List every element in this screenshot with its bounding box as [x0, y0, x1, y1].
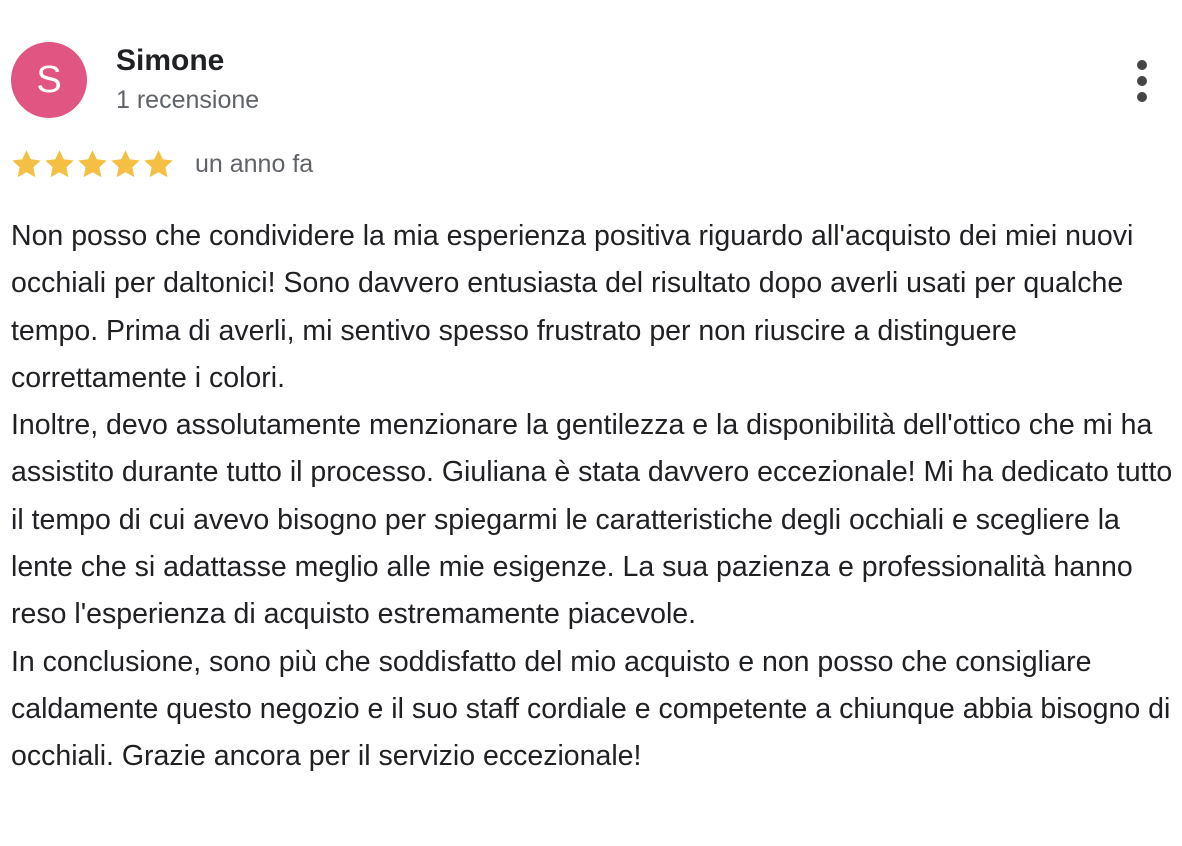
author-name[interactable]: Simone [116, 44, 225, 77]
more-vert-icon-dot [1137, 76, 1147, 86]
author-review-count: 1 recensione [116, 86, 260, 114]
star-icon [142, 148, 175, 181]
star-icon [76, 148, 109, 181]
rating-row [10, 146, 313, 182]
more-vert-icon-dot [1137, 92, 1147, 102]
avatar[interactable]: S [11, 42, 87, 118]
star-icon [109, 148, 142, 181]
review-time: un anno fa [195, 149, 314, 178]
star-icon [10, 148, 43, 181]
star-rating [10, 148, 175, 181]
star-icon [43, 148, 76, 181]
more-options-button[interactable] [1122, 56, 1162, 106]
more-vert-icon [1137, 60, 1147, 70]
review-text: Non posso che condividere la mia esperienza positiva riguardo all'acquisto dei miei nuovi occhiali per daltonici! Sono davvero entusiasta del risultato dopo averli usati per qualche tempo. Prima di averli, mi sentivo spesso frustrato per non riuscire a distinguere correttamente i colori. Inoltre, devo assolutamente menzionare la gentilezza e la disponibilità dell'ottico che mi ha assistito durante tutto il processo. Giuliana è stata davvero eccezionale! Mi ha dedicato tutto il tempo di cui avevo bisogno per spiegarmi le caratteristiche degli occhiali e scegliere la lente che si adattasse meglio alle mie esigenze. La sua pazienza e professionalità hanno reso l'esperienza di acquisto estremamente piacevole. In conclusione, sono più che soddisfatto del mio acquisto e non posso che consigliare caldamente questo negozio e il suo staff cordiale e competente a chiunque abbia bisogno di occhiali. Grazie ancora per il servizio eccezionale! [11, 220, 1173, 773]
